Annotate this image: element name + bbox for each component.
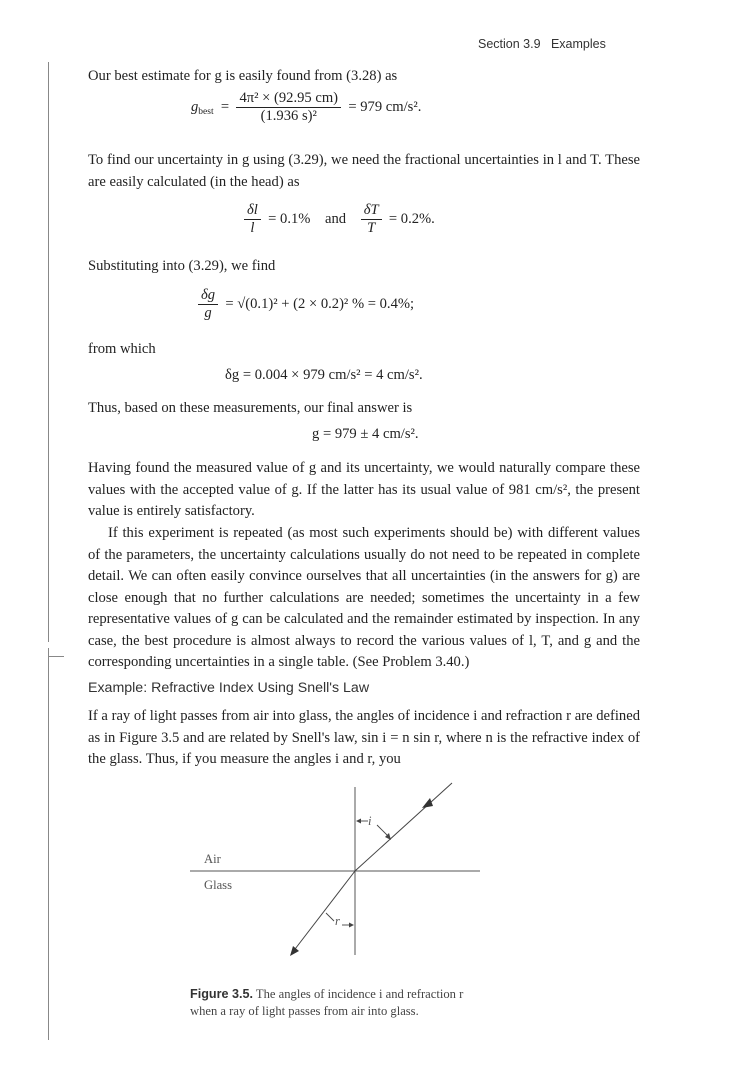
section-number: Section 3.9 bbox=[478, 37, 541, 51]
caption-label: Figure 3.5. bbox=[190, 987, 253, 1001]
paragraph-5: Thus, based on these measurements, our final answer is bbox=[88, 400, 413, 416]
eq1-fraction bbox=[236, 90, 341, 125]
eq2-den-l: l bbox=[244, 219, 261, 237]
paragraph-1: Our best estimate for g is easily found from (3.28) as bbox=[88, 68, 398, 84]
label-air: Air bbox=[204, 852, 221, 866]
paragraph-7: If this experiment is repeated (as most such experiments should be) with different values of the parameters, the uncertainty calculations usually do not need to be repeated in complete detail. We can often easily convince ourselves that all uncertainties (in the answers for g) are close enough that no further calculations are needed; sometimes the uncertainty in a few representative values of g can be calculated and the remainder estimated by inspection. In any case, the best procedure is almost always to record the various values of l, T, and g and the corresponding uncertainties in a single table. (See Problem 3.40.) bbox=[88, 525, 640, 670]
eq2-fraction-t bbox=[361, 202, 382, 237]
eq1-rhs: = 979 cm/s². bbox=[348, 98, 422, 115]
paragraph-2: To find our uncertainty in g using (3.29), we need the fractional uncertainties in l and T. These are easily calculated (in the head) as bbox=[88, 152, 640, 190]
eq3-fraction bbox=[198, 287, 218, 322]
eq3-denominator: g bbox=[198, 304, 218, 322]
figure-3-5-diagram bbox=[190, 775, 490, 965]
example-heading: Example: Refractive Index Using Snell's Law bbox=[88, 680, 370, 696]
equation-delta-g-fraction bbox=[198, 287, 414, 322]
label-angle-r: r bbox=[335, 914, 340, 928]
paragraph-8: If a ray of light passes from air into glass, the angles of incidence i and refraction r are defined as in Figure 3.5 and are related by Snell's law, sin i = n sin r, where n is the refractive index of the glass. Thus, if you measure the angles i and r, you bbox=[88, 708, 640, 767]
label-angle-i: i bbox=[368, 814, 372, 828]
eq2-value-t: = 0.2%. bbox=[388, 210, 435, 227]
paragraph-4: from which bbox=[88, 341, 156, 357]
figure-caption bbox=[190, 986, 490, 1020]
refracted-ray-arrow bbox=[290, 946, 299, 956]
eq2-num-t: δT bbox=[363, 202, 379, 218]
eq1-lhs-sub: best bbox=[198, 106, 214, 117]
equation-fractional-uncertainties bbox=[244, 202, 435, 237]
eq1-lhs: g bbox=[191, 98, 199, 115]
eq2-num-l: δl bbox=[247, 202, 258, 218]
running-header bbox=[478, 37, 606, 51]
angle-r-arrow-right bbox=[349, 923, 354, 928]
caption-text: The angles of incidence i and refraction r when a ray of light passes from air into glass. bbox=[190, 987, 464, 1018]
eq3-numerator: δg bbox=[201, 287, 216, 303]
eq2-den-t: T bbox=[361, 219, 382, 237]
eq2-value-l: = 0.1% bbox=[268, 210, 311, 227]
equation-delta-g: δg = 0.004 × 979 cm/s² = 4 cm/s². bbox=[225, 367, 423, 383]
label-glass: Glass bbox=[204, 878, 232, 892]
eq3-rhs: = √(0.1)² + (2 × 0.2)² % = 0.4%; bbox=[225, 295, 415, 312]
angle-r-arc-a bbox=[326, 913, 334, 921]
equation-g-best: $g_{best}$ = $\frac{\text{4π² × (92.95 cm)}}{\text{(1.936 s)²}}$ = 979 cm/s². bbox=[191, 90, 422, 124]
eq2-and: and bbox=[325, 210, 347, 227]
incident-ray-arrow bbox=[422, 798, 433, 808]
eq2-fraction-l bbox=[244, 202, 261, 237]
angle-i-arrow-left bbox=[356, 819, 361, 824]
paragraph-6: Having found the measured value of g and its uncertainty, we would naturally compare these values with the accepted value of g. If the latter has its usual value of 981 cm/s², the present value is entirely satisfactory. bbox=[88, 460, 640, 519]
equation-final-answer: g = 979 ± 4 cm/s². bbox=[312, 426, 419, 442]
eq1-numerator: 4π² × (92.95 cm) bbox=[239, 90, 339, 106]
paragraph-3: Substituting into (3.29), we find bbox=[88, 258, 276, 274]
refracted-ray bbox=[292, 871, 355, 953]
section-title: Examples bbox=[550, 37, 606, 51]
eq1-denominator: (1.936 s)² bbox=[236, 107, 341, 125]
margin-rule-top bbox=[48, 62, 49, 642]
margin-rule-bottom bbox=[48, 648, 49, 1040]
example-box-corner bbox=[48, 656, 64, 657]
